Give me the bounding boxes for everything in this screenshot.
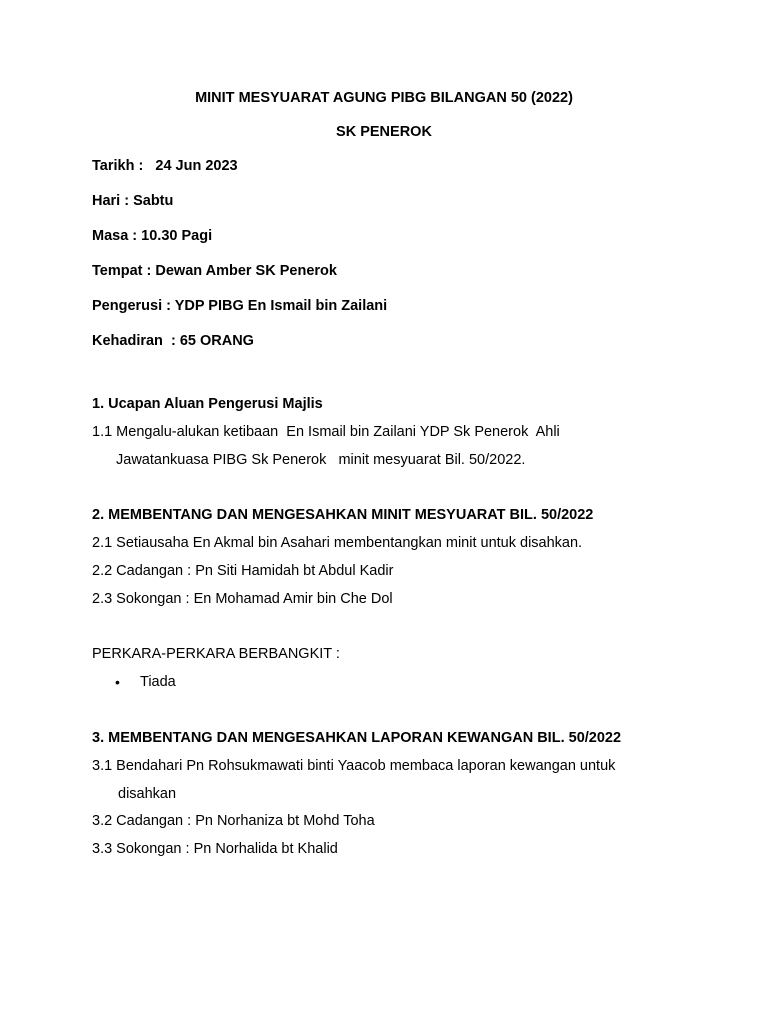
meta-masa: Masa : 10.30 Pagi <box>92 228 213 244</box>
section-3-item-3-1-continued: disahkan <box>118 786 177 802</box>
section-1-item-1-1-continued: Jawatankuasa PIBG Sk Penerok minit mesyuarat Bil. 50/2022. <box>116 452 526 468</box>
section-1-item-1-1: 1.1 Mengalu-alukan ketibaan En Ismail bin Zailani YDP Sk Penerok Ahli <box>92 424 560 440</box>
school-name: SK PENEROK <box>336 124 432 140</box>
matters-arising-item: Tiada <box>140 674 176 690</box>
section-1-heading: 1. Ucapan Aluan Pengerusi Majlis <box>92 396 323 412</box>
meta-tarikh: Tarikh : 24 Jun 2023 <box>92 158 238 174</box>
bullet-point: • <box>115 674 120 690</box>
section-3-item-3-3: 3.3 Sokongan : Pn Norhalida bt Khalid <box>92 841 338 857</box>
meta-pengerusi: Pengerusi : YDP PIBG En Ismail bin Zailani <box>92 298 388 314</box>
section-2-item-2-1: 2.1 Setiausaha En Akmal bin Asahari membentangkan minit untuk disahkan. <box>92 535 583 551</box>
section-2-heading: 2. MEMBENTANG DAN MENGESAHKAN MINIT MESYUARAT BIL. 50/2022 <box>92 507 594 523</box>
meta-tempat: Tempat : Dewan Amber SK Penerok <box>92 263 337 279</box>
section-2-item-2-2: 2.2 Cadangan : Pn Siti Hamidah bt Abdul Kadir <box>92 563 394 579</box>
meta-kehadiran: Kehadiran : 65 ORANG <box>92 333 254 349</box>
matters-arising-heading: PERKARA-PERKARA BERBANGKIT : <box>92 646 340 662</box>
meta-hari: Hari : Sabtu <box>92 193 174 209</box>
section-3-heading: 3. MEMBENTANG DAN MENGESAHKAN LAPORAN KEWANGAN BIL. 50/2022 <box>92 730 622 746</box>
section-2-item-2-3: 2.3 Sokongan : En Mohamad Amir bin Che Dol <box>92 591 393 607</box>
section-3-item-3-2: 3.2 Cadangan : Pn Norhaniza bt Mohd Toha <box>92 813 375 829</box>
section-3-item-3-1: 3.1 Bendahari Pn Rohsukmawati binti Yaacob membaca laporan kewangan untuk <box>92 758 616 774</box>
document-title: MINIT MESYUARAT AGUNG PIBG BILANGAN 50 (2022) <box>195 90 573 106</box>
